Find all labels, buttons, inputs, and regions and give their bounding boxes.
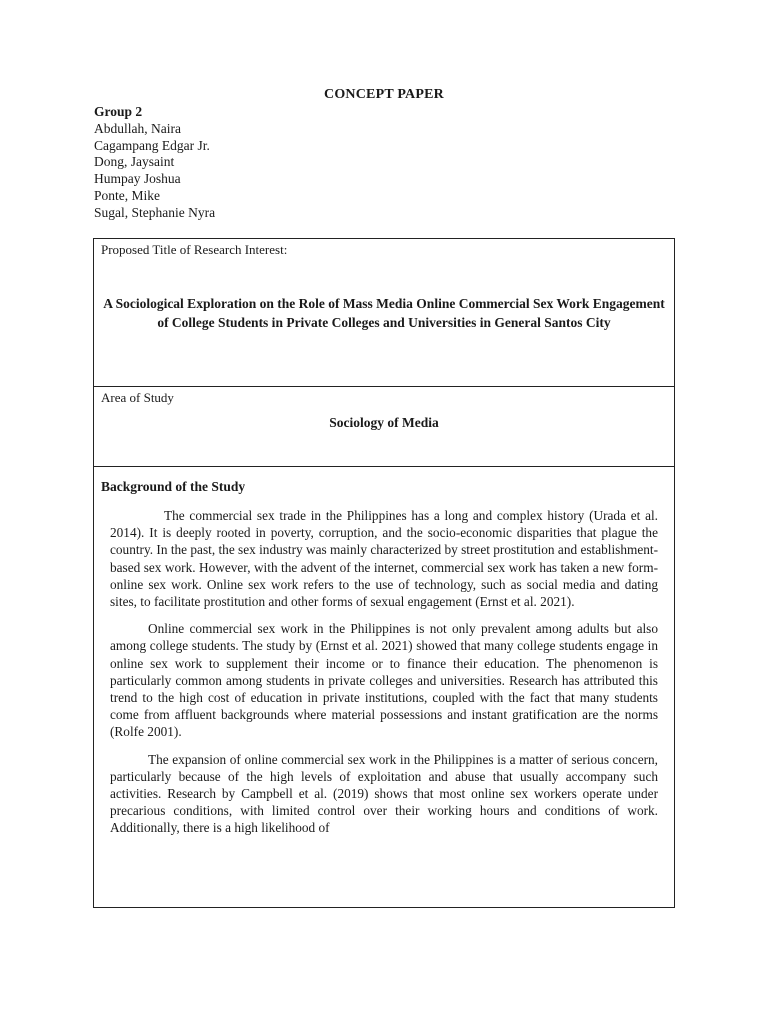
background-cell xyxy=(94,467,674,907)
area-of-study-label: Area of Study xyxy=(101,390,174,405)
group-member: Dong, Jaysaint xyxy=(94,154,175,170)
area-of-study-value: Sociology of Media xyxy=(329,415,439,430)
research-title: A Sociological Exploration on the Role of Mass Media Online Commercial Sex Work Engagement of College Students in Private Colleges and Universities in General Santos City xyxy=(103,296,665,330)
group-member: Cagampang Edgar Jr. xyxy=(94,137,210,153)
proposed-title-cell xyxy=(94,239,674,387)
background-heading: Background of the Study xyxy=(101,479,246,494)
background-paragraphs xyxy=(110,507,658,847)
group-member: Abdullah, Naira xyxy=(94,120,181,136)
area-of-study-cell xyxy=(94,387,674,467)
document-title: CONCEPT PAPER xyxy=(324,87,444,102)
background-paragraph: Online commercial sex work in the Philippines is not only prevalent among adults but also among college students. The study by (Ernst et al. 2021) showed that many college students engage in online sex work to supplement their income or to finance their education. The phenomenon is particularly common among students in private colleges and universities. Research has attributed this trend to the high cost of education in private institutions, coupled with the fact that many students come from affluent backgrounds where material possessions and instant gratification are the norms (Rolfe 2001). xyxy=(110,621,658,740)
group-member: Ponte, Mike xyxy=(94,187,160,203)
background-paragraph: The commercial sex trade in the Philippines has a long and complex history (Urada et al. 2014). It is deeply rooted in poverty, corruption, and the socio-economic disparities that plague the country. In the past, the sex industry was mainly characterized by street prostitution and establishment-based sex work. However, with the advent of the internet, commercial sex work has taken a new form- online sex work. Online sex work refers to the use of technology, such as social media and dating sites, to facilitate prostitution and other forms of sexual engagement (Ernst et al. 2021). xyxy=(110,508,658,610)
group-block xyxy=(94,104,215,222)
concept-table xyxy=(93,238,675,908)
proposed-title-label: Proposed Title of Research Interest: xyxy=(101,242,288,257)
group-label: Group 2 xyxy=(94,104,143,119)
group-member: Sugal, Stephanie Nyra xyxy=(94,204,216,220)
background-paragraph: The expansion of online commercial sex work in the Philippines is a matter of serious concern, particularly because of the high levels of exploitation and abuse that usually accompany such activities. Research by Campbell et al. (2019) shows that most online sex workers operate under precarious conditions, with limited control over their working hours and conditions of work. Additionally, there is a high likelihood of xyxy=(110,751,658,836)
group-member: Humpay Joshua xyxy=(94,171,181,187)
